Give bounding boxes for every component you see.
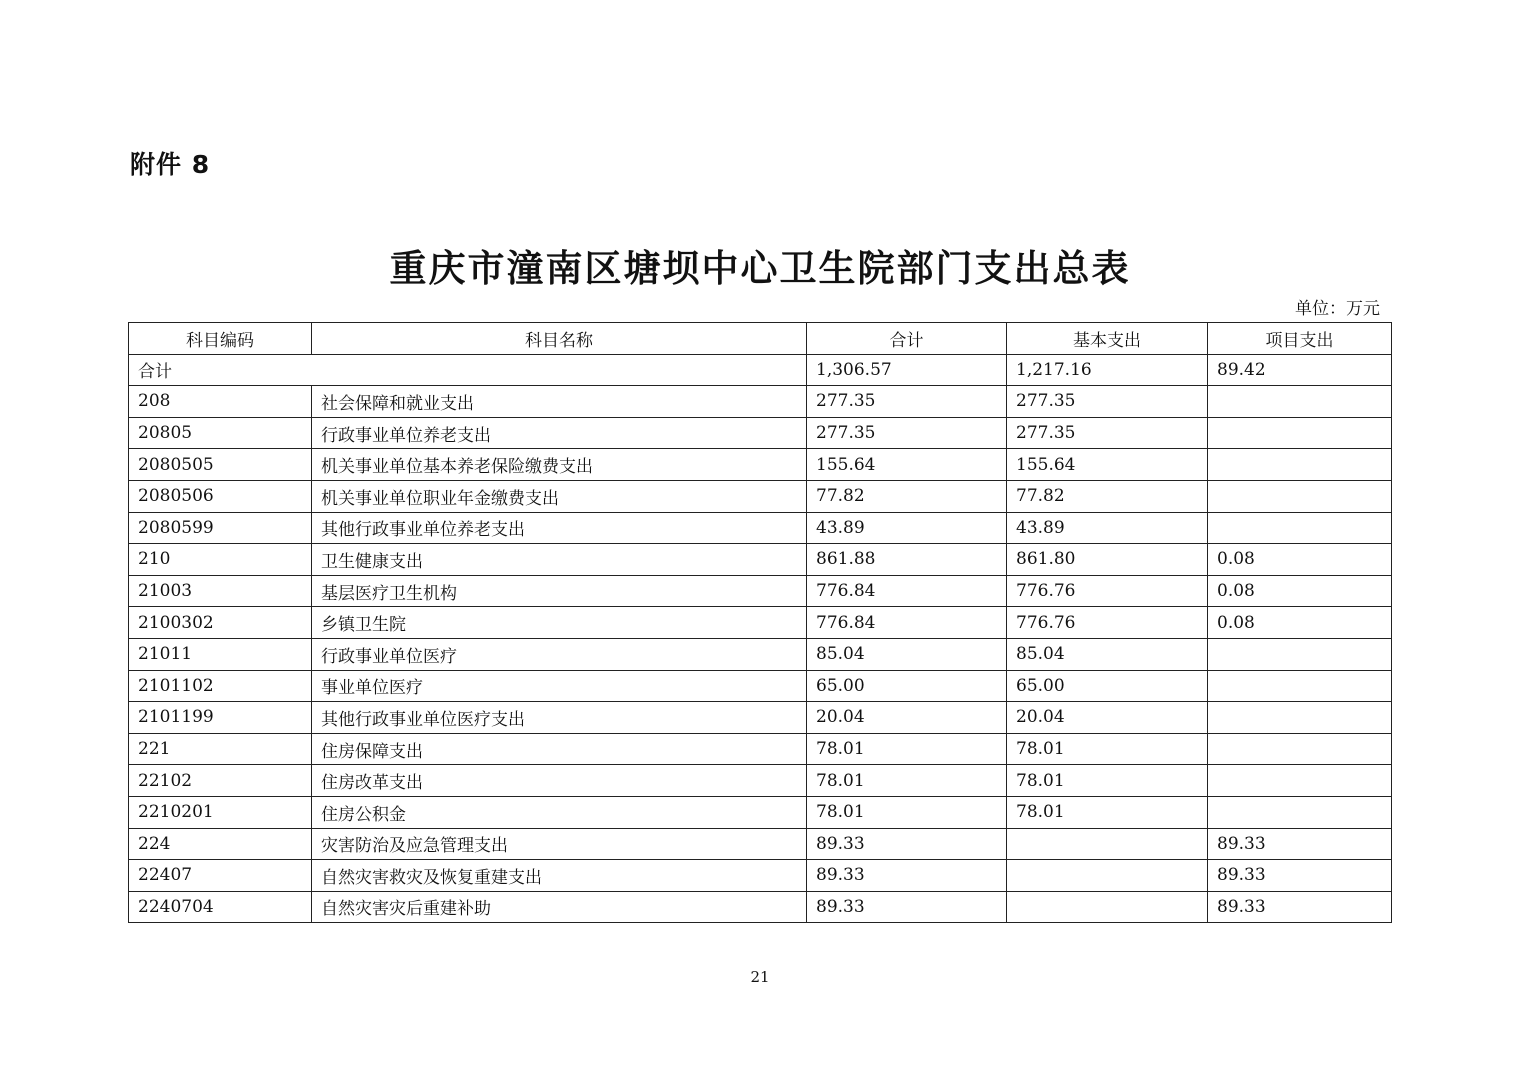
- row-name: 行政事业单位养老支出: [312, 417, 807, 449]
- header-code: 科目编码: [129, 323, 312, 355]
- row-code: 21011: [129, 638, 312, 670]
- row-name: 自然灾害灾后重建补助: [312, 891, 807, 923]
- row-project: [1208, 733, 1392, 765]
- row-code: 221: [129, 733, 312, 765]
- row-code: 21003: [129, 575, 312, 607]
- row-total: 277.35: [807, 386, 1007, 418]
- row-code: 20805: [129, 417, 312, 449]
- header-basic: 基本支出: [1007, 323, 1208, 355]
- row-project: [1208, 512, 1392, 544]
- row-total: 89.33: [807, 860, 1007, 892]
- row-code: 22102: [129, 765, 312, 797]
- total-row-total: 1,306.57: [807, 354, 1007, 386]
- row-name: 机关事业单位基本养老保险缴费支出: [312, 449, 807, 481]
- row-total: 861.88: [807, 544, 1007, 576]
- document-title: 重庆市潼南区塘坝中心卫生院部门支出总表: [389, 246, 1131, 290]
- row-basic: 277.35: [1007, 386, 1208, 418]
- table-row: [129, 891, 1392, 923]
- row-total: 65.00: [807, 670, 1007, 702]
- row-name: 其他行政事业单位养老支出: [312, 512, 807, 544]
- total-row-project: 89.42: [1208, 354, 1392, 386]
- row-project: [1208, 796, 1392, 828]
- table-row: [129, 449, 1392, 481]
- total-row: [129, 354, 1392, 386]
- row-total: 78.01: [807, 796, 1007, 828]
- row-total: 89.33: [807, 891, 1007, 923]
- row-total: 776.84: [807, 575, 1007, 607]
- header-name: 科目名称: [312, 323, 807, 355]
- row-name: 事业单位医疗: [312, 670, 807, 702]
- row-project: [1208, 670, 1392, 702]
- table-row: [129, 607, 1392, 639]
- row-basic: 776.76: [1007, 575, 1208, 607]
- row-basic: 85.04: [1007, 638, 1208, 670]
- row-basic: 77.82: [1007, 480, 1208, 512]
- row-name: 住房公积金: [312, 796, 807, 828]
- row-name: 住房改革支出: [312, 765, 807, 797]
- row-basic: 43.89: [1007, 512, 1208, 544]
- row-name: 住房保障支出: [312, 733, 807, 765]
- table-row: [129, 702, 1392, 734]
- row-basic: 78.01: [1007, 796, 1208, 828]
- table-row: [129, 544, 1392, 576]
- total-row-basic: 1,217.16: [1007, 354, 1208, 386]
- row-basic: [1007, 828, 1208, 860]
- row-code: 2101199: [129, 702, 312, 734]
- row-code: 2210201: [129, 796, 312, 828]
- row-project: [1208, 449, 1392, 481]
- row-code: 2100302: [129, 607, 312, 639]
- table-row: [129, 575, 1392, 607]
- header-row: [129, 323, 1392, 355]
- row-basic: 861.80: [1007, 544, 1208, 576]
- unit-note: 单位：万元: [1295, 299, 1380, 319]
- total-row-label: 合计: [129, 354, 807, 386]
- row-project: 89.33: [1208, 828, 1392, 860]
- table-row: [129, 670, 1392, 702]
- row-total: 78.01: [807, 733, 1007, 765]
- header-total: 合计: [807, 323, 1007, 355]
- row-name: 自然灾害救灾及恢复重建支出: [312, 860, 807, 892]
- row-name: 社会保障和就业支出: [312, 386, 807, 418]
- row-basic: 20.04: [1007, 702, 1208, 734]
- row-code: 2080505: [129, 449, 312, 481]
- row-code: 2240704: [129, 891, 312, 923]
- row-total: 43.89: [807, 512, 1007, 544]
- row-project: [1208, 638, 1392, 670]
- row-name: 机关事业单位职业年金缴费支出: [312, 480, 807, 512]
- row-code: 208: [129, 386, 312, 418]
- row-basic: 776.76: [1007, 607, 1208, 639]
- row-code: 2080506: [129, 480, 312, 512]
- row-name: 卫生健康支出: [312, 544, 807, 576]
- row-name: 其他行政事业单位医疗支出: [312, 702, 807, 734]
- table-row: [129, 733, 1392, 765]
- row-project: [1208, 702, 1392, 734]
- row-code: 22407: [129, 860, 312, 892]
- row-total: 89.33: [807, 828, 1007, 860]
- row-name: 灾害防治及应急管理支出: [312, 828, 807, 860]
- row-basic: 65.00: [1007, 670, 1208, 702]
- row-name: 基层医疗卫生机构: [312, 575, 807, 607]
- table-row: [129, 796, 1392, 828]
- row-total: 277.35: [807, 417, 1007, 449]
- row-basic: 155.64: [1007, 449, 1208, 481]
- row-project: 0.08: [1208, 607, 1392, 639]
- row-project: 89.33: [1208, 860, 1392, 892]
- row-project: 0.08: [1208, 544, 1392, 576]
- row-total: 85.04: [807, 638, 1007, 670]
- row-code: 224: [129, 828, 312, 860]
- row-project: [1208, 480, 1392, 512]
- row-basic: 78.01: [1007, 733, 1208, 765]
- row-code: 2101102: [129, 670, 312, 702]
- row-project: 0.08: [1208, 575, 1392, 607]
- row-total: 155.64: [807, 449, 1007, 481]
- table-row: [129, 828, 1392, 860]
- row-project: 89.33: [1208, 891, 1392, 923]
- row-total: 77.82: [807, 480, 1007, 512]
- table-row: [129, 765, 1392, 797]
- row-total: 776.84: [807, 607, 1007, 639]
- row-code: 2080599: [129, 512, 312, 544]
- row-basic: 78.01: [1007, 765, 1208, 797]
- row-basic: [1007, 891, 1208, 923]
- row-code: 210: [129, 544, 312, 576]
- expenditure-table: [128, 322, 1392, 923]
- header-project: 项目支出: [1208, 323, 1392, 355]
- table-row: [129, 638, 1392, 670]
- row-name: 乡镇卫生院: [312, 607, 807, 639]
- row-total: 78.01: [807, 765, 1007, 797]
- row-basic: [1007, 860, 1208, 892]
- table-row: [129, 386, 1392, 418]
- row-total: 20.04: [807, 702, 1007, 734]
- row-project: [1208, 765, 1392, 797]
- table-row: [129, 480, 1392, 512]
- row-project: [1208, 417, 1392, 449]
- table-row: [129, 512, 1392, 544]
- row-name: 行政事业单位医疗: [312, 638, 807, 670]
- page-number: 21: [750, 968, 770, 986]
- table-row: [129, 417, 1392, 449]
- row-project: [1208, 386, 1392, 418]
- attachment-label: 附件 8: [130, 150, 211, 179]
- table-row: [129, 860, 1392, 892]
- row-basic: 277.35: [1007, 417, 1208, 449]
